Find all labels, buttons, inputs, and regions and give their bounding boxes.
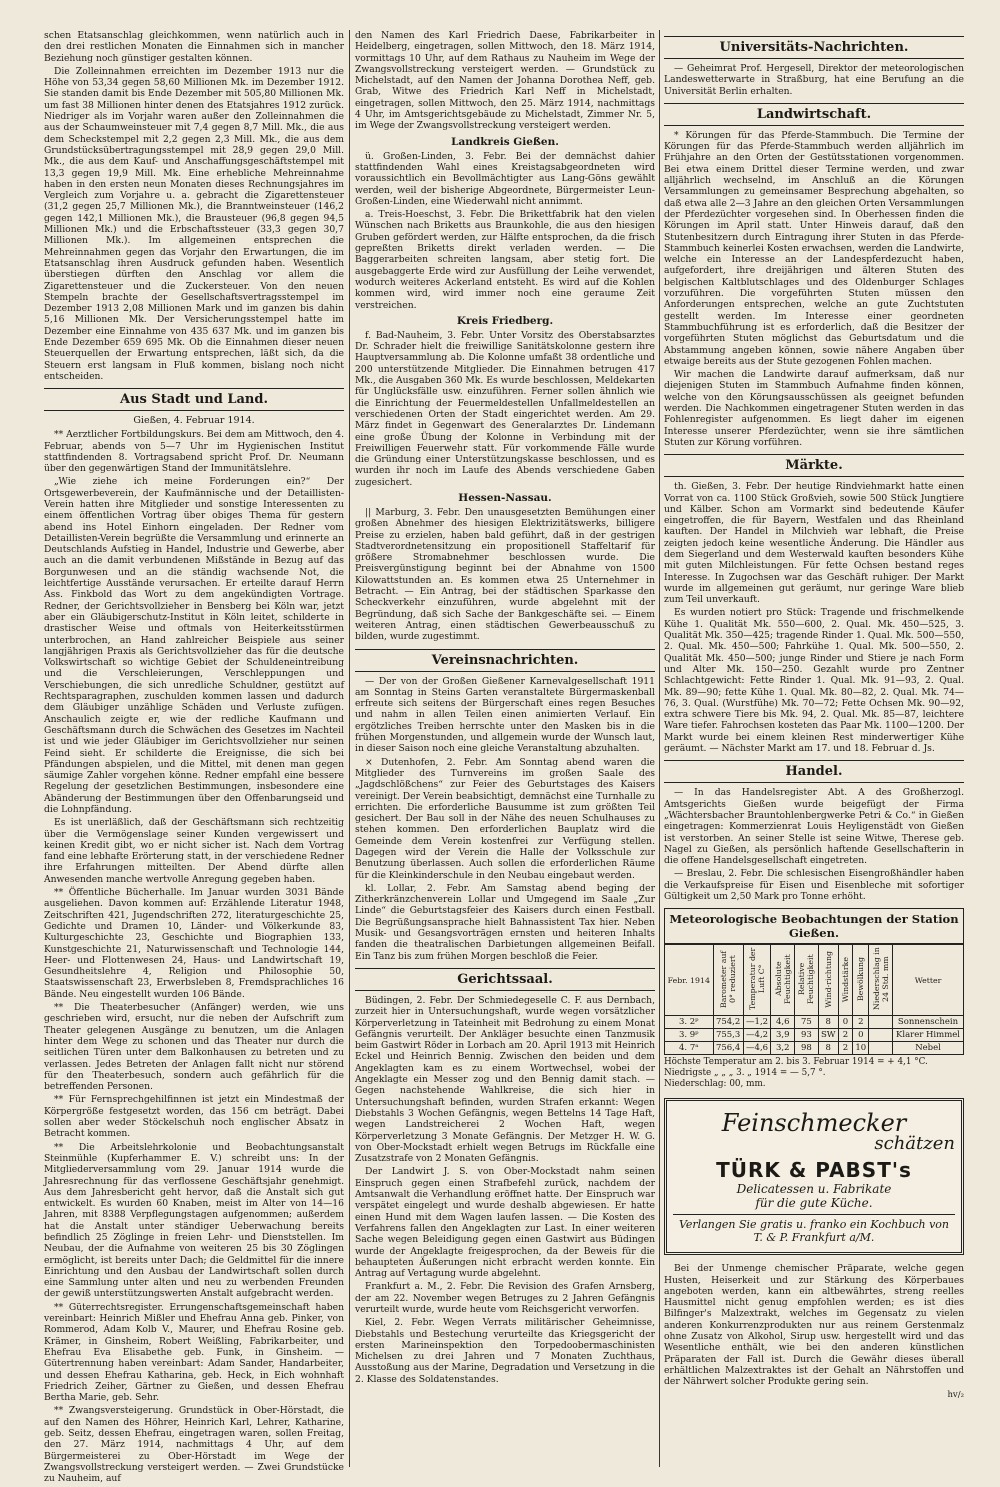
ad-headline: Feinschmecker (721, 1109, 907, 1138)
article-paragraph: ** Die Theaterbesucher (Anfänger) werden, wie uns geschrieben wird, ersucht, nur die neben der Aufschrift zum Theater gelegenen Ausgänge zu benutzen, um die Anlagen hinter dem Wege zu schonen und das Theater nur durch die seitlichen Türen unter dem Balkonhausen zu betreten und zu verlassen. Jedes Betreten der Anlagen fallt nicht nur störend für den Theaterbesuch, sondern auch gefährlich für die betreffenden Personen. (44, 1002, 344, 1093)
article-signature: hv/₂ (947, 1389, 964, 1400)
weather-col-header: Bewölkung (853, 945, 869, 1016)
section-heading-universitaets-nachrichten: Universitäts-Nachrichten. (664, 36, 964, 59)
advertisement-tuerk-pabst (664, 1098, 964, 1255)
table-cell: —4,2 (743, 1029, 771, 1042)
subheading-hessen-nassau: Hessen-Nassau. (458, 491, 552, 504)
article-paragraph: schen Etatsanschlag gleichkommen, wenn natürlich auch in den drei restlichen Monaten die Einnahmen sich in mancher Beziehung noch günstiger gestalten können. (44, 30, 344, 64)
weather-col-header: Absolute Feuchtigkeit (771, 945, 795, 1016)
column-1 (44, 30, 344, 1485)
article-paragraph: ** Öffentliche Bücherhalle. Im Januar wurden 3031 Bände ausgeliehen. Davon kommen auf: Erzählende Literatur 1948, Zeitschriften 421, Jugendschriften 272, literaturgeschichte 25, Gedichte und Dramen 10, Länder- und Völkerkunde 83, Kulturgeschichte 23, Geschichte und Biographien 133, Kunstgeschichte 21, Naturwissenschaft und Technologie 144, Heer- und Flottenwesen 24, Haus- und Landwirtschaft 19, Gesundheitslehre 4, Religion und Philosophie 50, Staatswissenschaft 23, Erwerbsleben 8, Fremdsprachliches 16 Bände. Neu eingestellt wurden 106 Bände. (44, 887, 344, 1000)
article-paragraph: ** Zwangsversteigerung. Grundstück in Ober-Hörstadt, die auf den Namen des Höhrer, Heinrich Karl, Lehrer, Katharine, geb. Seitz, dessen Ehefrau, eingetragen waren, sollen Freitag, den 27. März 1914, nachmittags 4 Uhr, auf dem Bürgermeisterei zu Ober-Hörstadt im Wege der Zwangsvollstreckung versteigert werden. — Zwei Grundstücke zu Nauheim, auf (44, 1405, 344, 1485)
weather-table-row (665, 1042, 964, 1055)
table-cell: 2 (838, 1029, 852, 1042)
subheading-landkreis-giessen: Landkreis Gießen. (451, 135, 559, 148)
table-cell: 93 (795, 1029, 819, 1042)
article-paragraph: Frankfurt a. M., 2. Febr. Die Revision des Grafen Arnsberg, der am 22. November wegen Betruges zu 2 Jahren Gefängnis verurteilt wurde, wurde heute vom Reichsgericht verworfen. (355, 1281, 655, 1315)
article-paragraph: Es wurden notiert pro Stück: Tragende und frischmelkende Kühe 1. Qualität Mk. 550—600, 2. Qual. Mk. 450—525, 3. Qualität Mk. 350—425; tragende Rinder 1. Qual. Mk. 500—550, 2. Qual. Mk. 450—500; Fahrkühe 1. Qual. Mk. 500—550, 2. Qualität Mk. 450—500; junge Rinder und Stiere je nach Form und Alter Mk. 150—250. Gezahlt wurde pro Zentner Schlachtgewicht: Fette Rinder 1. Qual. Mk. 91—93, 2. Qual. Mk. 89—90; fette Kühe 1. Qual. Mk. 80—82, 2. Qual. Mk. 74—76, 3. Qual. (Wurstfühe) Mk. 70—72; Fette Ochsen Mk. 90—92, extra schwere Tiere bis Mk. 94, 2. Qual. Mk. 85—87, leichtere Ware tiefer. Fahrochsen kosteten das Paar Mk. 1100—1200. Der Markt wurde bei einem kleinen Rest minderwertiger Kühe geräumt. — Nächster Markt am 17. und 18. Februar d. Js. (664, 607, 964, 755)
column-3 (664, 30, 964, 1467)
article-paragraph: Bei der Unmenge chemischer Präparate, welche gegen Husten, Heiserkeit und zur Stärkung des Körperbaues angeboten werden, kann ein altbewährtes, streng reelles Hausmittel nicht genug empfohlen werden; es ist dies Bilfinger's Malzextrakt, welches im Gegensatz zu vielen anderen Konkurrenzprodukten nur aus reinem Gerstenmalz ohne Zusatz von Alkohol, Sirup usw. hergestellt wird und das Wesentliche enthält, wie bei den anderen künstlichen Präparaten der Fall ist. Durch die Gewähr dieses überall erhältlichen Malzextraktes ist der Gehalt an Nährstoffen und der Nährwert solcher Produkte gering sein. (664, 1263, 964, 1388)
weather-col-header: Wetter (893, 945, 964, 1016)
article-paragraph: f. Bad-Nauheim, 3. Febr. Unter Vorsitz des Oberstabsarztes Dr. Schrader hielt die freiwillige Sanitätskolonne gestern ihre Hauptversammlung ab. Die Kolonne umfaßt 38 ordentliche und 200 unterstützende Mitglieder. Die Einnahmen betrugen 417 Mk., die Ausgaben 360 Mk. Es wurde beschlossen, Meldekarten für Unglücksfälle usw. einzuführen. Ferner sollen ähnlich wie die Einrichtung der Feuermeldestellen Unfallmeldestellen an verschiedenen Orten der Stadt eingerichtet werden. Am 29. März findet in Gegenwart des Generalarztes Dr. Lindemann eine große Übung der Kolonne in Verbindung mit der Freiwilligen Feuerwehr statt. Für vorkommende Fälle wurde die Gründung einer Unterstützungskasse beschlossen, und es wurden ihr noch im Laufe des Abends verschiedene Gaben zugesichert. (355, 329, 655, 488)
subheading-kreis-friedberg: Kreis Friedberg. (456, 314, 554, 327)
article-paragraph: den Namen des Karl Friedrich Daese, Fabrikarbeiter in Heidelberg, eingetragen, sollen Mittwoch, den 18. März 1914, vormittags 10 Uhr, auf dem Rathaus zu Nauheim im Wege der Zwangsvollstreckung versteigert werden. — Grundstück zu Michelstadt, auf den Namen der Johanna Dorothea Neff, geb. Grab, Witwe des Friedrich Karl Neff in Michelstadt, eingetragen, sollen Mittwoch, den 25. März 1914, nachmittags 4 Uhr, im Amtsgerichtsgebäude zu Michelstadt, Zimmer Nr. 5, im Wege der Zwangsvollstreckung versteigert werden. (355, 30, 655, 132)
ad-products-2: für die gute Küche. (755, 1196, 873, 1211)
article-paragraph: th. Gießen, 3. Febr. Der heutige Rindviehmarkt hatte einen Vorrat von ca. 1100 Stück Großvieh, sowie 500 Stück Jungtiere und Kälber. Schon am Vormarkt sind bedeutende Käufer eingetroffen, die für Bayern, Westfalen und das Rheinland kauften. Der Handel in Milchvieh war lebhaft, die Preise zeigten jedoch keine wesentliche Änderung. Die Händler aus dem Siegerland und dem Westerwald kauften besonders Kühe mit guten Milchleistungen. Für fette Ochsen bestand reges Interesse. In Zugochsen war das Geschäft ruhiger. Der Markt wurde im allgemeinen gut geräumt, nur geringe Ware blieb zum Teil unverkauft. (664, 481, 964, 606)
table-cell: 98 (795, 1042, 819, 1055)
table-cell: 756,4 (713, 1042, 743, 1055)
article-paragraph: ** Aerztlicher Fortbildungskurs. Bei dem am Mittwoch, den 4. Februar, abends von 5—7 Uhr im Hygienischen Institut stattfindenden 8. Vortragsabend spricht Prof. Dr. Neumann über den gegenwärtigen Stand der Immunitätslehre. (44, 429, 344, 475)
article-paragraph: — Breslau, 2. Febr. Die schlesischen Eisengroßhändler haben die Verkaufspreise für Eisen und Eisenbleche mit sofortiger Gültigkeit um 2,50 Mark pro Tonne erhöht. (664, 868, 964, 902)
section-heading-maerkte: Märkte. (664, 454, 964, 477)
weather-table (664, 944, 964, 1055)
weather-table-row (665, 1029, 964, 1042)
weather-col-header: Barometer auf 0° reduziert (713, 945, 743, 1016)
table-cell (869, 1016, 893, 1029)
table-cell: 3. 9ᵖ (665, 1029, 714, 1042)
table-cell: 754,2 (713, 1016, 743, 1029)
table-cell (869, 1042, 893, 1055)
table-cell: 2 (838, 1042, 852, 1055)
column-2 (355, 30, 655, 1467)
table-cell: Klarer Himmel (893, 1029, 964, 1042)
article-paragraph: „Wie ziehe ich meine Forderungen ein?“ Der Ortsgewerbeverein, der Kaufmännische und der Detaillisten-Verein hatten ihre Mitglieder und sonstige Interessenten zu einem öffentlichen Vortrag über obiges Thema für gestern abend ins Hotel Einhorn eingeladen. Der Redner vom Detaillisten-Verein begrüßte die Versammlung und erinnerte an Deutschlands Aufstieg in Handel, Industrie und Gewerbe, aber auch an die damit verbundenen Mißstände in Bezug auf das Borgunwesen und an die ständig wachsende Not, die leichtfertige Ausstände verursachen. Er erteilte darauf Herrn Ass. Finkbold das Wort zu dem angekündigten Vortrage. Redner, der Gerichtsvollzieher in Bensberg bei Köln war, jetzt aber ein Gläubigerschutz-Institut in Köln leitet, schilderte in drastischer Weise und oftmals von Heiterkeitsstürmen unterbrochen, an Hand zahlreicher Beispiele aus seiner langjährigen Praxis als Gerichtsvollzieher das für die deutsche Volkswirtschaft so wichtige Gebiet der Schuldeneintreibung und die Verschleierungen, Verschleppungen und Verschiebungen, die sich unredliche Schuldner, gestützt auf Rechtsparagraphen, zuschulden kommen lassen und dadurch dem Gläubiger unzählige Schäden und Verluste zufügen. Anschaulich zeigte er, wie der redliche Kaufmann und Geschäftsmann durch die Schwächen des Gesetzes im Nachteil ist und wie jeder Gläubiger im Gerichtsvollzieher nur seinen Feind sieht. Er schilderte die Ereignisse, die sich bei Pfändungen abspielen, und die Mittel, mit denen man gegen säumige Zahler vorgehen könne. Redner empfahl eine bessere Regelung der gesetzlichen Bestimmungen, insbesondere eine Abänderung der Bestimmungen über den Offenbarungseid und die Lohnpfändung. (44, 476, 344, 815)
table-cell: 8 (818, 1042, 838, 1055)
weather-col-header: Temperatur der Luft C° (743, 945, 771, 1016)
weather-max-temp: Höchste Temperatur am 2. bis 3. Februar 1914 = + 4,1 °C. (664, 1057, 928, 1068)
article-paragraph: — Geheimrat Prof. Hergesell, Direktor der meteorologischen Landeswetterwarte in Straßburg, hat eine Berufung an die Universität Berlin erhalten. (664, 63, 964, 97)
article-paragraph: Wir machen die Landwirte darauf aufmerksam, daß nur diejenigen Stuten im Stammbuch Aufnahme finden können, welche von den Körungsausschüssen als geeignet befunden werden. Die Nachkommen eingetragener Stuten werden in das Fohlenregister aufgenommen. Es liegt daher im eigenen Interesse unserer Pferdezüchter, wenn sie ihre sämtlichen Stuten zur Körung vorführen. (664, 369, 964, 448)
article-paragraph: kl. Lollar, 2. Febr. Am Samstag abend beging der Zitherkränzchenverein Lollar und Umgegend im Saale „Zur Linde“ die Geburtstagsfeier des Kaisers durch einen Festball. Die Begrüßungsansprache hielt Bahnassistent Tax hier. Neben Musik- und Gesangsvorträgen ernsten und heiteren Inhalts fanden die theatralischen Darbietungen allgemeinen Beifall. Ein Tanz bis zum frühen Morgen beschloß die Feier. (355, 882, 655, 962)
article-paragraph: ü. Großen-Linden, 3. Febr. Bei der demnächst dahier stattfindenden Wahl eines Kreistagsabgeordneten wird voraussichtlich ein Bevollmächtigter aus Lang-Göns gewählt werden, weil der bisherige Abgeordnete, Bürgermeister Leun-Großen-Linden, eine Wiederwahl nicht annimmt. (355, 150, 655, 207)
article-paragraph: — In das Handelsregister Abt. A des Großherzogl. Amtsgerichts Gießen wurde beigefügt der Firma „Wächtersbacher Brauntohlenbergwerke Petri & Co.“ in Gießen eingetragen: Kommerzienrat Louis Heyligenstädt von Gießen ist verstorben. An seiner Stelle ist seine Witwe, Therese geb. Nagel zu Gießen, als persönlich haftende Gesellschafterin in die offene Handelsgesellschaft eingetreten. (664, 787, 964, 867)
weather-footnotes (664, 1057, 964, 1090)
article-paragraph: ** Die Arbeitslehrkolonie und Beobachtungsanstalt Steinmühle (Kupferhammer E. V.) schreibt uns: In der Mitgliederversammlung vom 29. Januar 1914 wurde die Jahresrechnung für das verflossene Geschäftsjahr genehmigt. Aus dem Jahresbericht geht hervor, daß die Anstalt sich gut entwickelt. Es wurden 60 Knaben, meist im Alter von 14—16 Jahren, mit 8388 Verpflegungstagen aufgenommen; außerdem hat die Anstalt unter ständiger Ueberwachung bereits befindlich 25 Zöglinge in freien Lehr- und Dienststellen. Im Neubau, der die Aufnahme von weiteren 25 bis 30 Zöglingen ermöglicht, ist bereits unter Dach; die Geldmittel für die innere Einrichtung und den Ausbau der Landwirtschaft sollen durch eine Sammlung unter alten und neu zu werbenden Freunden der gewiß unterstützungswerten Anstalt aufgebracht werden. (44, 1141, 344, 1300)
article-paragraph: Der Landwirt J. S. von Ober-Mockstadt nahm seinen Einspruch gegen einen Strafbefehl zurück, nachdem der Amtsanwalt die Verhandlung eröffnet hatte. Der Einspruch war verspätet eingelegt und wurde deshalb abgewiesen. Er hatte einen Hund mit dem Wagen laufen lassen. — Die Kosten des Verfahrens fallen den Angeklagten zur Last. In einer weiteren Sache wegen Beleidigung gegen einen Gastwirt aus Büdingen wurde der Angeklagte freigesprochen, da der Beweis für die behaupteten Äußerungen nicht erbracht werden konnte. Ein Antrag auf Vertagung wurde abgelehnt. (355, 1166, 655, 1280)
table-cell: 755,3 (713, 1029, 743, 1042)
table-cell: 3,9 (771, 1029, 795, 1042)
table-cell: 4. 7ᵃ (665, 1042, 714, 1055)
section-heading-gerichtssaal: Gerichtssaal. (355, 968, 655, 991)
article-paragraph: Kiel, 2. Febr. Wegen Verrats militärischer Geheimnisse, Diebstahls und Bestechung verurteilte das Kriegsgericht der ersten Marineinspektion den Torpedoobermaschinisten Michelsen zu drei Jahren und 7 Monaten Zuchthaus, Ausstoßung aus der Marine, Degradation und Versetzung in die 2. Klasse des Soldatenstandes. (355, 1317, 655, 1385)
article-paragraph: a. Treis-Hoeschst, 3. Febr. Die Brikettfabrik hat den vielen Wünschen nach Briketts aus Braunkohle, die aus den hiesigen Gruben gefördert werden, zur Hälfte entsprochen, da die frisch gepreßten Briketts direkt verladen werden. — Die Baggerarbeiten schreiten langsam, aber stetig fort. Die ausgebaggerte Erde wird zur Ausfüllung der Leihe verwendet, wodurch weiteres Ackerland entsteht. Es wird auf die Kohlen kommen wird, wird immer noch eine geraume Zeit verstreichen. (355, 209, 655, 311)
section-heading-stadt-und-land: Aus Stadt und Land. (44, 388, 344, 411)
table-cell: 3. 2ᵖ (665, 1016, 714, 1029)
article-paragraph: × Dutenhofen, 2. Febr. Am Sonntag abend waren die Mitglieder des Turnvereins im großen Saale des „Jagdschlößchens“ zur Feier des Geburtstages des Kaisers vereinigt. Der Verein beabsichtigt, demnächst eine Turnhalle zu errichten. Die erforderliche Bausumme ist zum größten Teil gesichert. Der Bau soll in der Nähe des neuen Schulhauses zu stehen kommen. Den erforderlichen Bauplatz wird die Gemeinde dem Verein kostenfrei zur Verfügung stellen. Dagegen wird der Verein die Halle der Volksschule zur Benutzung überlassen. Auch sollen die erforderlichen Räume für die Kleinkinderschule in den Neubau eingebaut werden. (355, 756, 655, 881)
section-heading-handel: Handel. (664, 760, 964, 783)
column-rule (659, 30, 660, 1467)
table-cell: 0 (853, 1029, 869, 1042)
article-paragraph: Es ist unerläßlich, daß der Geschäftsmann sich rechtzeitig über die Vermögenslage seiner Kunden vergewissert und keinen Kredit gibt, wo er nicht sicher ist. Nach dem Vortrag fand eine lebhafte Erörterung statt, in der verschiedene Redner ihre Erfahrungen mitteilten. Der Abend dürfte allen Anwesenden manche wertvolle Anregung gegeben haben. (44, 817, 344, 885)
dateline: Gießen, 4. Februar 1914. (133, 415, 255, 427)
weather-table-header-row (665, 945, 964, 1016)
article-paragraph: || Marburg, 3. Febr. Den unausgesetzten Bemühungen einer großen Abnehmer des hiesigen Elektrizitätswerks, billigere Preise zu erzielen, haben bald geführt, daß in der gestrigen Stadtverordnetensitzung ein propositionell Staffeltarif für größere Stromabnehmer beschlossen wurde. Die Preisvergünstigung beginnt bei der Abnahme von 1500 Kilowattstunden an. Es kommen etwa 25 Unternehmer in Betracht. — Ein Antrag, bei der städtischen Sparkasse den Scheckverkehr einzuführen, wurde abgelehnt mit der Begründung, daß sich Sache der Bankgeschäfte sei. — Einem weiteren Antrag, einen städtischen Gewerbeausschuß zu bilden, wurde zugestimmt. (355, 506, 655, 643)
table-cell: Nebel (893, 1042, 964, 1055)
table-cell: 0 (838, 1016, 852, 1029)
weather-col-header: Relative Feuchtigkeit (795, 945, 819, 1016)
weather-col-header: Windstärke (838, 945, 852, 1016)
article-paragraph: — Der von der Großen Gießener Karnevalgesellschaft 1911 am Sonntag in Steins Garten veranstaltete Bürgermaskenball erfreute sich seitens der Bürgerschaft eines regen Besuches und nahm in allen Teilen einen animierten Verlauf. Ein ergötzliches Treiben herrschte unter den Masken bis in die frühen Morgenstunden, und allgemein wurde der Wunsch laut, in dieser Saison noch eine gleiche Veranstaltung abzuhalten. (355, 675, 655, 755)
weather-table-row (665, 1016, 964, 1029)
weather-col-header: Wind-richtung (818, 945, 838, 1016)
ad-offer: Verlangen Sie gratis u. franko ein Kochbuch von T. & P. Frankfurt a/M. (673, 1214, 955, 1244)
table-cell: —4,6 (743, 1042, 771, 1055)
table-cell (869, 1029, 893, 1042)
table-cell: 3,2 (771, 1042, 795, 1055)
table-cell: SW (818, 1029, 838, 1042)
article-paragraph: * Körungen für das Pferde-Stammbuch. Die Termine der Körungen für das Pferde-Stammbuch werden alljährlich im Frühjahre an den Orten der Gestütsstationen vorgenommen. Bei etwa einem Drittel dieser Termine werden, und zwar alljährlich wechselnd, im Anschluß an die Körungen Versammlungen zu gemeinsamer Besprechung abgehalten, so daß etwa alle 2—3 Jahre an den gleichen Orten Versammlungen der Pferdezüchter vorgesehen sind. In Oberhessen finden die Körungen im April statt. Unter Hinweis darauf, daß den Stutenbesitzern durch Eintragung ihrer Stuten in das Pferde-Stammbuch keinerlei Kosten erwachsen, werden die Landwirte, welche ein Interesse an der Landespferdezucht haben, aufgefordert, ihre dreijährigen und älteren Stuten des belgischen Kaltblutschlages und des Oldenburger Schlages vorzuführen. Die vorgeführten Stuten müssen den Anforderungen entsprechen, welche an gute Zuchtstuten gestellt werden. Im Interesse einer geordneten Stammbuchführung ist es erforderlich, daß die Besitzer der vorgeführten Stuten möglichst das Geburtsdatum und die Abstammung angeben können, sowie nähere Angaben über etwaige bereits aus der Stute gezogenen Fohlen machen. (664, 129, 964, 367)
table-cell: Sonnenschein (893, 1016, 964, 1029)
table-cell: —1,2 (743, 1016, 771, 1029)
column-rule (349, 30, 350, 1467)
article-paragraph: ** Güterrechtsregister. Errungenschaftsgemeinschaft haben vereinbart: Heinrich Mißler und Ehefrau Anna geb. Pinker, von Rommerod, Adam Kolb V., Maurer, und Ehefrau Rosine geb. Krämer, in Ginsheim, Robert Weißling, Fabrikarbeiter, und Ehefrau Eva Elisabethe geb. Funk, in Ginsheim. — Gütertrennung haben vereinbart: Adam Sander, Handarbeiter, und dessen Ehefrau Katharina, geb. Heck, in Eich wohnhaft Friedrich Zeiher, Gärtner zu Gießen, und dessen Ehefrau Bertha Marie, geb. Sehr. (44, 1301, 344, 1404)
article-paragraph: Die Zolleinnahmen erreichten im Dezember 1913 nur die Höhe von 53,34 gegen 58,60 Millionen Mk. im Dezember 1912. Sie standen damit bis Ende Dezember mit 505,80 Millionen Mk. um fast 38 Millionen hinter denen des Etatsjahres 1912 zurück. Niedriger als im Vorjahr waren außer den Zolleinnahmen die aus der Schaumweinsteuer mit 7,4 gegen 8,7 Mill. Mk., die aus dem Scheckstempel mit 2,2 gegen 2,3 Mill. Mk., die aus dem Grundstücksübertragungsstempel mit 28,9 gegen 29,0 Mill. Mk., die aus dem Kauf- und Anschaffungsgeschäftstempel mit 13,3 gegen 19,9 Mill. Mk. Eine erhebliche Mehreinnahme haben in den ersten neun Monaten dieses Rechnungsjahres im Vergleich zum Vorjahre u. a. gebracht die Zigarettensteuer (31,2 gegen 25,7 Millionen Mk.), die Branntweinsteuer (146,2 gegen 142,1 Millionen Mk.), die Brausteuer (96,8 gegen 94,5 Millionen Mk.) und die Erbschaftssteuer (33,3 gegen 30,7 Millionen Mk.). Im allgemeinen entsprechen die Mehreinnahmen gegen das Vorjahr den Erwartungen, die im Etatsanschlag ihren Ausdruck gefunden haben. Wesentlich überstiegen dürften den Anschlag vor allem die Zigarettensteuer und die Zuckersteuer. Von den neuen Stempeln brachte der Gesellschaftsvertragsstempel im Dezember 1913 2,08 Millionen Mark und im ganzen bis dahin 5,16 Millionen Mk. Der Versicherungsstempel hatte im Dezember eine Einnahme von 435 637 Mk. und im ganzen bis Ende Dezember 659 695 Mk. Ob die Einnahmen dieser neuen Steuerquellen der Erwartung entsprechen, läßt sich, da die Steuern erst langsam in Fluß kommen, bislang noch nicht entscheiden. (44, 65, 344, 382)
weather-col-header: Febr. 1914 (665, 945, 714, 1016)
table-cell: 2 (853, 1016, 869, 1029)
table-cell: 75 (795, 1016, 819, 1029)
table-cell: 10 (853, 1042, 869, 1055)
weather-col-header: Niederschlag in 24 Std. mm (869, 945, 893, 1016)
ad-products: Delicatessen u. Fabrikate (736, 1182, 892, 1197)
weather-min-temp: Niedrigste „ „ „ 3. „ 1914 = — 5,7 °. (664, 1068, 826, 1079)
article-paragraph: Büdingen, 2. Febr. Der Schmiedegeselle C. F. aus Dernbach, zurzeit hier in Untersuchungshaft, wurde wegen vorsätzlicher Körperverletzung in Tateinheit mit Bedrohung zu einem Monat Gefängnis verurteilt. Der Ankläger besuchte einen Tanzmusik beim Gastwirt Röder in Lorbach am 20. April 1913 mit Heinrich Eckel und Heinrich Bennig. Zwischen den beiden und dem Angeklagten kam es zu einem Wortwechsel, wobei der Angeklagte ein Messer zog und den Bennig damit stach. — Gegen nachstehende Wahlkreise, die sich hier in Untersuchungshaft befinden, wurden Strafen erkannt: Wegen Diebstahls 3 Wochen Gefängnis, wegen Bettelns 14 Tage Haft, wegen Landstreicherei 2 Wochen Haft, wegen Körperverletzung 3 Monate Gefängnis. Der Metzger H. W. G. von Ober-Mockstadt erhielt wegen Betrugs im Rückfalle eine Zusatzstrafe von 2 Monaten Gefängnis. (355, 994, 655, 1165)
section-heading-landwirtschaft: Landwirtschaft. (664, 103, 964, 126)
table-cell: 4,6 (771, 1016, 795, 1029)
weather-table-title: Meteorologische Beobachtungen der Station Gießen. (664, 908, 964, 944)
weather-precipitation: Niederschlag: 00, mm. (664, 1079, 766, 1090)
article-paragraph: ** Für Fernsprechgehilfinnen ist jetzt ein Mindestmaß der Körpergröße festgesetzt worden, das 156 cm beträgt. Dabei sollen aber weder Stöckelschuh noch englischer Absatz in Betracht kommen. (44, 1094, 344, 1140)
section-heading-vereinsnachrichten: Vereinsnachrichten. (355, 649, 655, 672)
ad-subheadline: schätzen (874, 1133, 955, 1155)
table-cell: 8 (818, 1016, 838, 1029)
ad-brand: TÜRK & PABST's (716, 1158, 912, 1183)
